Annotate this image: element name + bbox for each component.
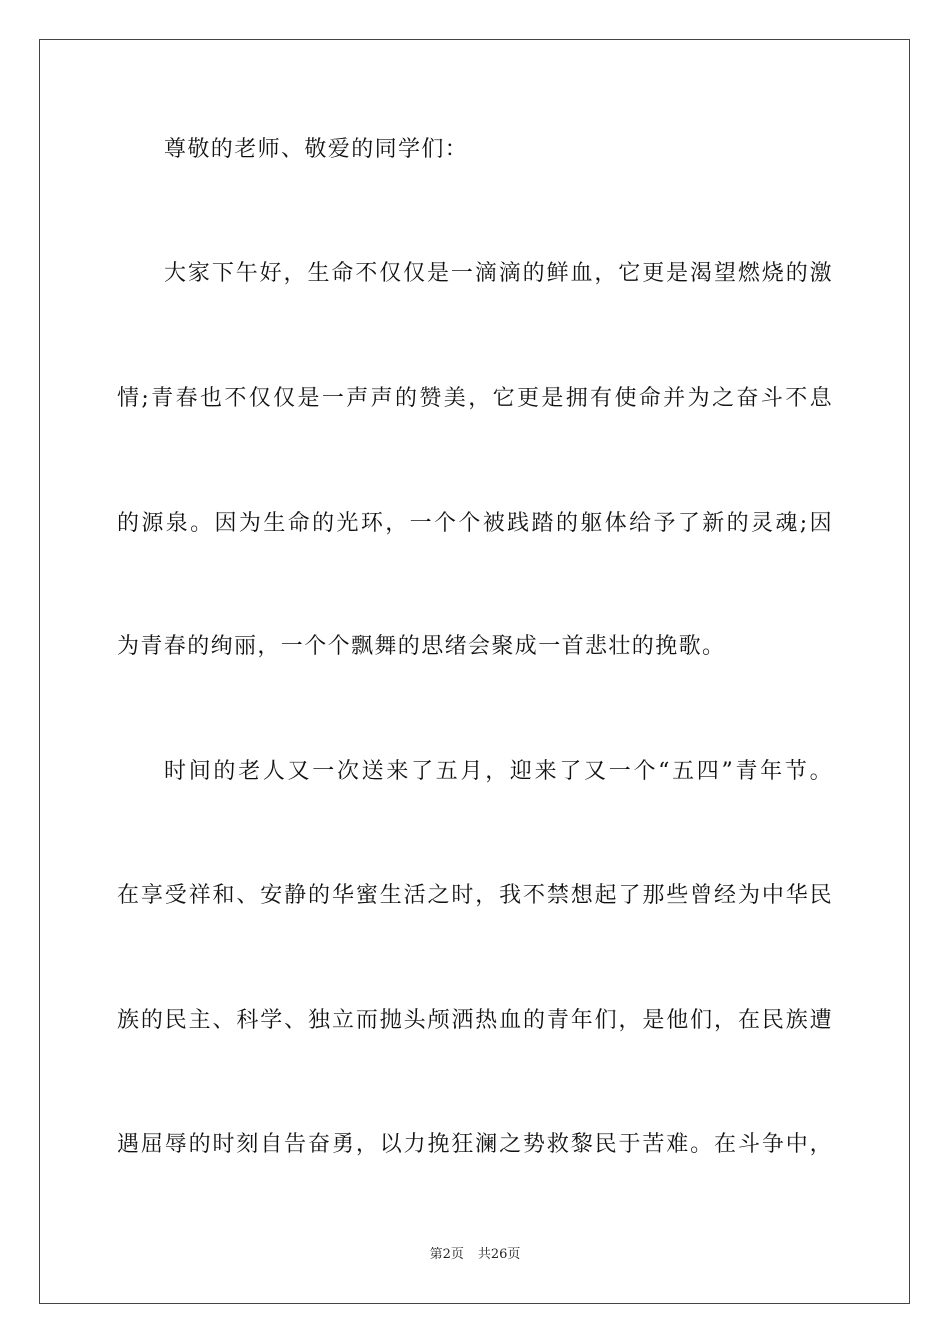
page-number: 第2页 (429, 1247, 464, 1262)
paragraph-2-line-3: 族的民主、科学、独立而抛头颅洒热血的青年们，是他们，在民族遭 (117, 1008, 833, 1033)
paragraph-2-line-1: 时间的老人又一次送来了五月，迎来了又一个“五四”青年节。 (164, 759, 833, 784)
paragraph-1-line-3: 的源泉。因为生命的光环，一个个被践踏的躯体给予了新的灵魂;因 (117, 511, 833, 536)
page-footer (0, 1246, 950, 1264)
total-pages: 共26页 (477, 1247, 521, 1262)
salutation-line: 尊敬的老师、敬爱的同学们： (164, 137, 469, 162)
paragraph-1-line-1: 大家下午好，生命不仅仅是一滴滴的鲜血，它更是渴望燃烧的激 (164, 261, 833, 286)
paragraph-1-line-4: 为青春的绚丽，一个个飘舞的思绪会聚成一首悲壮的挽歌。 (117, 634, 726, 659)
paragraph-2-line-2: 在享受祥和、安静的华蜜生活之时，我不禁想起了那些曾经为中华民 (117, 883, 833, 908)
page-border (39, 39, 910, 1304)
paragraph-2-line-4: 遇屈辱的时刻自告奋勇，以力挽狂澜之势救黎民于苦难。在斗争中， (117, 1132, 833, 1157)
paragraph-1-line-2: 情;青春也不仅仅是一声声的赞美，它更是拥有使命并为之奋斗不息 (117, 386, 833, 411)
